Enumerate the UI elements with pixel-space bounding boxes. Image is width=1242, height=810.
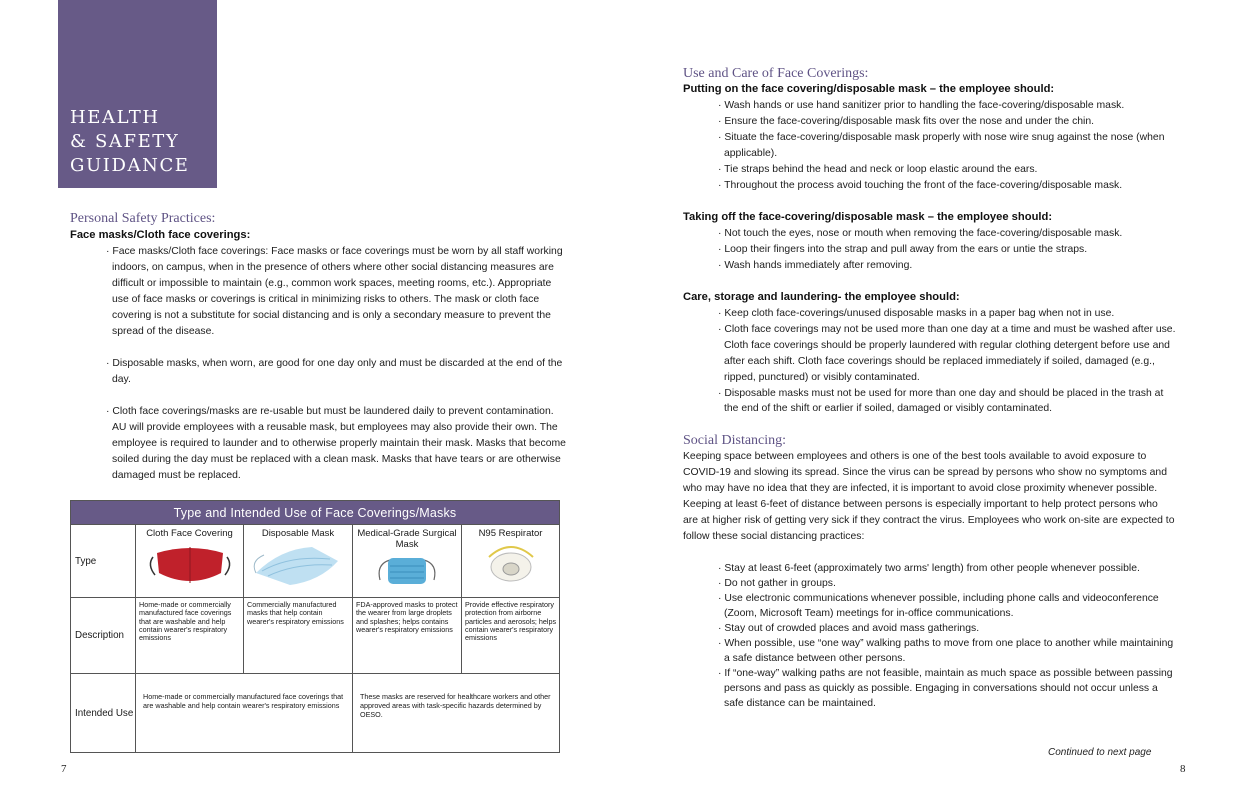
list-item: · Disposable masks must not be used for more than one day and should be placed in the trash at the end of the shift or earlier if soiled, damaged or visibly contaminated. (718, 386, 1178, 418)
description-cell: Home-made or commercially manufactured face coverings that are washable and help contain wearer's respiratory emissions (136, 598, 244, 674)
list-item: · Cloth face coverings may not be used more than one day at a time and must be washed after use. Cloth face coverings should be properly laundered with regular clothing detergent before use and after each shift. Cloth face coverings should be replaced immediately if soiled, damaged (e.g., ripped, punctured) or visibly contaminated. (718, 322, 1178, 386)
subheading-taking-off: Taking off the face-covering/disposable mask – the employee should: (683, 211, 1053, 223)
list-item: · Stay at least 6-feet (approximately two arms' length) from other people whenever possible. (718, 561, 1180, 576)
cloth-mask-image (145, 543, 235, 587)
list-item: · Wash hands immediately after removing. (718, 258, 1178, 274)
n95-respirator-image (483, 543, 539, 583)
list-item: · If “one-way” walking paths are not feasible, maintain as much space as possible between passing persons and pass as quickly as possible. Engaging in conversations should not occur unless a safe distance can be maintained. (718, 666, 1180, 711)
title-banner (58, 0, 217, 188)
banner-title (70, 106, 190, 178)
social-distancing-paragraph: Keeping space between employees and others is one of the best tools available to avoid exposure to COVID-19 and slowing its spread. Since the virus can be spread by persons who show no symptoms and who may have no idea that they are infected, it is important to avoid close proximity whenever possible. Keeping at least 6-feet of distance between persons is especially important to help protect persons who are at higher risk of getting very sick if they contract the virus. Employees who work on-site are expected to follow these social distancing practices: (683, 451, 1175, 542)
list-item: · Ensure the face-covering/disposable mask fits over the nose and under the chin. (718, 114, 1178, 130)
type-label: Cloth Face Covering (146, 528, 233, 539)
banner-title-line-2: & SAFETY (70, 131, 180, 152)
description-cell: Provide effective respiratory protection from airborne particles and aerosols; helps contain wearer's respiratory emissions (462, 598, 560, 674)
list-item: · Tie straps behind the head and neck or loop elastic around the ears. (718, 162, 1178, 178)
list-item: · Keep cloth face-coverings/unused disposable masks in a paper bag when not in use. (718, 306, 1178, 322)
row-header-type: Type (71, 525, 136, 598)
description-cell: Commercially manufactured masks that help contain wearer's respiratory emissions (244, 598, 353, 674)
section-title-personal-safety: Personal Safety Practices: (70, 211, 216, 226)
type-disposable-mask (244, 525, 353, 598)
surgical-mask-image (372, 554, 442, 588)
page-number-right: 8 (1180, 763, 1186, 775)
description-cell: FDA-approved masks to protect the wearer from large droplets and splashes; helps contains wearer's respiratory emissions (353, 598, 462, 674)
subheading-face-masks: Face masks/Cloth face coverings: (70, 229, 251, 241)
list-item: · Loop their fingers into the strap and pull away from the ears or untie the straps. (718, 242, 1178, 258)
intended-use-cell: Home-made or commercially manufactured face coverings that are washable and help contain wearer's respiratory emissions (136, 674, 353, 753)
mask-types-table (70, 500, 560, 753)
banner-title-line-3: GUIDANCE (70, 155, 190, 176)
row-header-description: Description (71, 598, 136, 674)
list-item: · Not touch the eyes, nose or mouth when removing the face-covering/disposable mask. (718, 226, 1178, 242)
type-surgical-mask (353, 525, 462, 598)
section-title-social-distancing: Social Distancing: (683, 433, 787, 448)
list-item: · Stay out of crowded places and avoid mass gatherings. (718, 621, 1180, 636)
continued-note: Continued to next page (1048, 747, 1152, 758)
banner-title-line-1: HEALTH (70, 107, 160, 128)
list-item: · Wash hands or use hand sanitizer prior to handling the face-covering/disposable mask. (718, 98, 1178, 114)
type-cloth-face-covering (136, 525, 244, 598)
type-label: Medical-Grade Surgical Mask (357, 528, 457, 550)
bullet-item: · Disposable masks, when worn, are good for one day only and must be discarded at the end of the day. (106, 356, 568, 388)
table-row-description (71, 598, 560, 674)
bullet-item: · Face masks/Cloth face coverings: Face masks or face coverings must be worn by all staff working indoors, on campus, when in the presence of others where other social distancing measures are difficult or impossible to maintain (e.g., common work spaces, meeting rooms, etc.). Appropriate use of face masks or coverings is critical in minimizing risks to others. The mask or cloth face covering is not a substitute for social distancing and is only a secondary measure to prevent the spread of the disease. (106, 244, 568, 340)
putting-on-list (718, 98, 1178, 193)
table-row-intended-use (71, 674, 560, 753)
list-item: · Throughout the process avoid touching the front of the face-covering/disposable mask. (718, 178, 1178, 194)
taking-off-list (718, 226, 1178, 274)
page-number-left: 7 (61, 763, 67, 775)
intended-use-cell: These masks are reserved for healthcare workers and other approved areas with task-specific hazards determined by OESO. (353, 674, 560, 753)
table-title: Type and Intended Use of Face Coverings/Masks (71, 501, 560, 525)
type-label: Disposable Mask (261, 528, 335, 539)
subheading-care: Care, storage and laundering- the employee should: (683, 291, 960, 303)
disposable-mask-image (250, 543, 346, 587)
subheading-putting-on: Putting on the face covering/disposable mask – the employee should: (683, 83, 1055, 95)
care-list (718, 306, 1178, 417)
bullet-item: · Cloth face coverings/masks are re-usable but must be laundered daily to prevent contamination. AU will provide employees with a reusable mask, but employees may also provide their own. The employee is required to launder and to otherwise properly maintain their mask. Masks that become soiled during the day must be replaced with a clean mask. Masks that have tears or are otherwise damaged must be replaced. (106, 404, 568, 484)
section-title-use-and-care: Use and Care of Face Coverings: (683, 66, 869, 81)
row-header-intended-use: Intended Use (71, 674, 136, 753)
type-n95-respirator (462, 525, 560, 598)
type-label: N95 Respirator (478, 528, 543, 539)
social-distancing-list (718, 561, 1180, 711)
face-mask-bullets (106, 244, 568, 500)
list-item: · Situate the face-covering/disposable mask properly with nose wire snug against the nose (when applicable). (718, 130, 1178, 162)
list-item: · Do not gather in groups. (718, 576, 1180, 591)
list-item: · Use electronic communications whenever possible, including phone calls and videoconference (Zoom, Microsoft Team) meetings for in-office communications. (718, 591, 1180, 621)
list-item: · When possible, use “one way” walking paths to move from one place to another while maintaining a safe distance between other persons. (718, 636, 1180, 666)
table-row-type (71, 525, 560, 598)
